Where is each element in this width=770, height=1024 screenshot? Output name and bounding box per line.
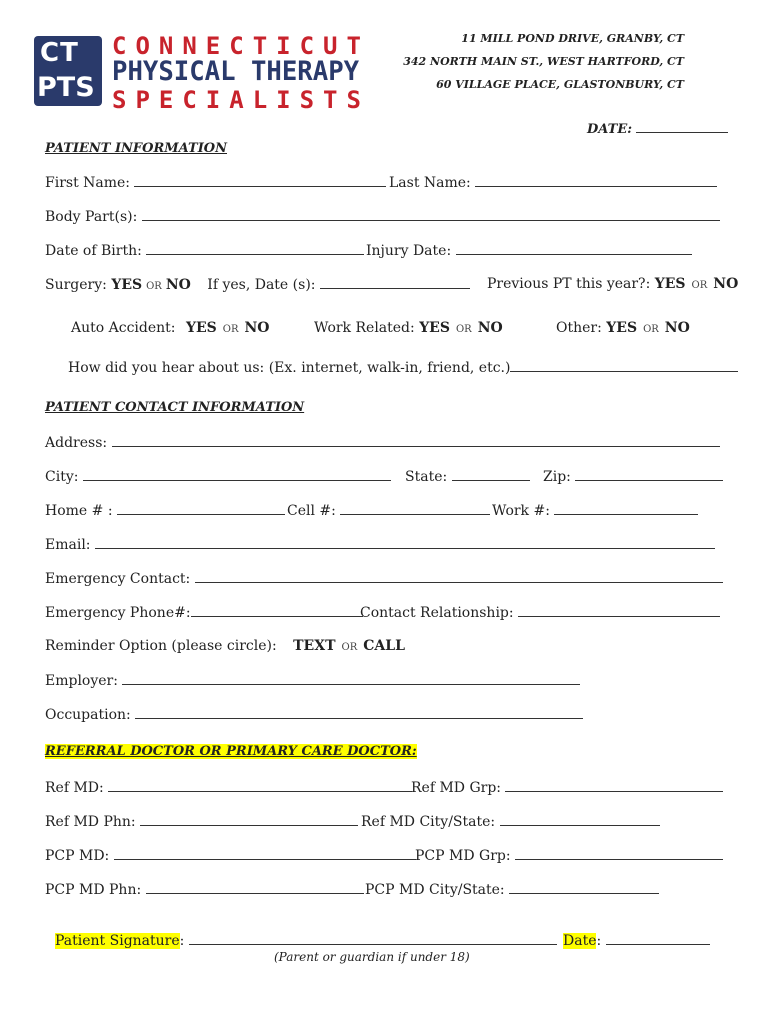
address-west-hartford: 342 NORTH MAIN ST., WEST HARTFORD, CT (403, 55, 684, 68)
body-parts-label: Body Part(s): (45, 209, 138, 225)
previous-pt-no[interactable]: NO (713, 276, 739, 292)
pcp-md-phn-line[interactable] (146, 881, 364, 894)
logo-text-ct: CT (40, 38, 79, 68)
referral-header (45, 744, 417, 759)
work-related-or: OR (455, 324, 472, 335)
previous-pt-or: OR (691, 280, 708, 291)
first-name-label: First Name: (45, 175, 131, 191)
pcp-md-city-line[interactable] (509, 881, 659, 894)
date-field[interactable] (587, 120, 728, 137)
ref-md-grp-line[interactable] (505, 779, 723, 792)
pcp-md-line[interactable] (114, 847, 416, 860)
ref-md-label: Ref MD: (45, 780, 104, 796)
ref-md-city-field[interactable] (361, 813, 660, 830)
emergency-contact-label: Emergency Contact: (45, 571, 191, 587)
city-line[interactable] (83, 468, 391, 481)
other-label: Other: (556, 320, 602, 336)
injury-date-field[interactable] (366, 242, 692, 259)
home-phone-line[interactable] (117, 502, 285, 515)
reminder-label: Reminder Option (please circle): (45, 638, 277, 654)
patient-info-header: PATIENT INFORMATION (45, 141, 227, 156)
contact-relationship-line[interactable] (518, 604, 720, 617)
work-related-no[interactable]: NO (477, 320, 503, 336)
if-yes-date-line[interactable] (320, 276, 470, 289)
other-no[interactable]: NO (664, 320, 690, 336)
pcp-md-phn-field[interactable] (45, 881, 364, 898)
surgery-yes[interactable]: YES (111, 277, 143, 293)
date-label: DATE: (587, 122, 633, 137)
pcp-md-label: PCP MD: (45, 848, 110, 864)
hear-about-field[interactable] (68, 359, 738, 376)
guardian-note: (Parent or guardian if under 18) (274, 950, 470, 964)
signature-date-line[interactable] (606, 932, 710, 945)
hear-about-line[interactable] (510, 359, 738, 372)
reminder-call-option[interactable]: CALL (363, 638, 405, 654)
ref-md-city-line[interactable] (500, 813, 660, 826)
previous-pt-label: Previous PT this year?: (487, 276, 651, 292)
other-or: OR (643, 324, 659, 335)
address-line[interactable] (112, 434, 720, 447)
previous-pt-row (487, 276, 738, 292)
auto-accident-row (71, 320, 269, 336)
address-label: Address: (45, 435, 108, 451)
signature-line[interactable] (189, 932, 557, 945)
referral-header-text: REFERRAL DOCTOR OR PRIMARY CARE DOCTOR: (45, 744, 417, 759)
emergency-phone-line[interactable] (191, 604, 363, 617)
contact-info-header: PATIENT CONTACT INFORMATION (45, 400, 305, 415)
email-line[interactable] (95, 536, 715, 549)
email-field[interactable] (45, 536, 715, 553)
work-related-label: Work Related: (314, 320, 415, 336)
last-name-line[interactable] (475, 174, 717, 187)
surgery-no[interactable]: NO (165, 277, 191, 293)
employer-label: Employer: (45, 673, 118, 689)
auto-accident-or: OR (222, 324, 239, 335)
signature-date-colon: : (596, 933, 602, 949)
home-phone-label: Home # : (45, 503, 113, 519)
reminder-row (45, 638, 405, 654)
pcp-md-grp-line[interactable] (515, 847, 723, 860)
work-related-yes[interactable]: YES (419, 320, 450, 336)
pcp-md-grp-label: PCP MD Grp: (415, 848, 511, 864)
auto-accident-no[interactable]: NO (244, 320, 270, 336)
city-label: City: (45, 469, 79, 485)
ref-md-phn-field[interactable] (45, 813, 358, 830)
pcp-md-phn-label: PCP MD Phn: (45, 882, 142, 898)
surgery-row (45, 276, 470, 293)
injury-date-label: Injury Date: (366, 243, 452, 259)
ref-md-field[interactable] (45, 779, 412, 796)
emergency-phone-field[interactable] (45, 604, 363, 621)
cell-phone-label: Cell #: (287, 503, 336, 519)
logo (34, 36, 102, 106)
occupation-label: Occupation: (45, 707, 131, 723)
address-granby: 11 MILL POND DRIVE, GRANBY, CT (461, 32, 684, 45)
dob-label: Date of Birth: (45, 243, 142, 259)
last-name-field[interactable] (389, 174, 717, 191)
employer-field[interactable] (45, 672, 580, 689)
brand-line-2: PHYSICAL THERAPY (112, 56, 360, 87)
zip-field[interactable] (543, 468, 723, 485)
cell-phone-field[interactable] (287, 502, 490, 519)
occupation-line[interactable] (135, 706, 583, 719)
signature-date-field[interactable] (563, 932, 710, 949)
work-phone-line[interactable] (554, 502, 698, 515)
first-name-field[interactable] (45, 174, 386, 191)
brand-line-1: CONNECTICUT (112, 32, 370, 60)
ref-md-line[interactable] (108, 779, 412, 792)
pcp-md-city-label: PCP MD City/State: (365, 882, 505, 898)
injury-date-line[interactable] (456, 242, 692, 255)
zip-line[interactable] (575, 468, 723, 481)
auto-accident-yes[interactable]: YES (185, 320, 217, 336)
emergency-phone-label: Emergency Phone#: (45, 605, 191, 621)
signature-field[interactable] (55, 932, 557, 949)
emergency-contact-line[interactable] (195, 570, 723, 583)
brand-line-3: SPECIALISTS (112, 86, 370, 114)
if-yes-date-label: If yes, Date (s): (207, 277, 316, 293)
ref-md-phn-label: Ref MD Phn: (45, 814, 136, 830)
ref-md-phn-line[interactable] (140, 813, 358, 826)
dob-line[interactable] (146, 242, 364, 255)
state-label: State: (405, 469, 448, 485)
contact-relationship-label: Contact Relationship: (360, 605, 514, 621)
address-field[interactable] (45, 434, 720, 451)
previous-pt-yes[interactable]: YES (654, 276, 686, 292)
email-label: Email: (45, 537, 91, 553)
body-parts-field[interactable] (45, 208, 720, 225)
signature-label: Patient Signature (55, 933, 180, 949)
reminder-text-option[interactable]: TEXT (293, 638, 336, 654)
surgery-or: OR (146, 281, 162, 292)
employer-line[interactable] (122, 672, 580, 685)
dob-field[interactable] (45, 242, 364, 259)
other-row (556, 320, 690, 336)
home-phone-field[interactable] (45, 502, 285, 519)
pcp-md-field[interactable] (45, 847, 416, 864)
signature-date-label: Date (563, 933, 597, 949)
work-related-row (314, 320, 503, 336)
date-line[interactable] (636, 120, 728, 133)
last-name-label: Last Name: (389, 175, 471, 191)
hear-about-label: How did you hear about us: (Ex. internet, walk-in, friend, etc.) (68, 360, 511, 376)
state-line[interactable] (452, 468, 530, 481)
auto-accident-label: Auto Accident: (71, 320, 176, 336)
address-glastonbury: 60 VILLAGE PLACE, GLASTONBURY, CT (436, 78, 684, 91)
pcp-md-grp-field[interactable] (415, 847, 723, 864)
first-name-line[interactable] (134, 174, 386, 187)
zip-label: Zip: (543, 469, 571, 485)
ref-md-city-label: Ref MD City/State: (361, 814, 496, 830)
signature-colon: : (179, 933, 185, 949)
work-phone-label: Work #: (492, 503, 550, 519)
surgery-label: Surgery: (45, 277, 107, 293)
other-yes[interactable]: YES (606, 320, 638, 336)
ref-md-grp-label: Ref MD Grp: (411, 780, 502, 796)
cell-phone-line[interactable] (340, 502, 490, 515)
work-phone-field[interactable] (492, 502, 698, 519)
city-field[interactable] (45, 468, 391, 485)
emergency-contact-field[interactable] (45, 570, 723, 587)
pcp-md-city-field[interactable] (365, 881, 659, 898)
occupation-field[interactable] (45, 706, 583, 723)
contact-relationship-field[interactable] (360, 604, 720, 621)
reminder-or: OR (341, 642, 358, 653)
state-field[interactable] (405, 468, 530, 485)
body-parts-line[interactable] (142, 208, 720, 221)
ref-md-grp-field[interactable] (411, 779, 723, 796)
logo-text-pts: PTS (37, 72, 95, 103)
